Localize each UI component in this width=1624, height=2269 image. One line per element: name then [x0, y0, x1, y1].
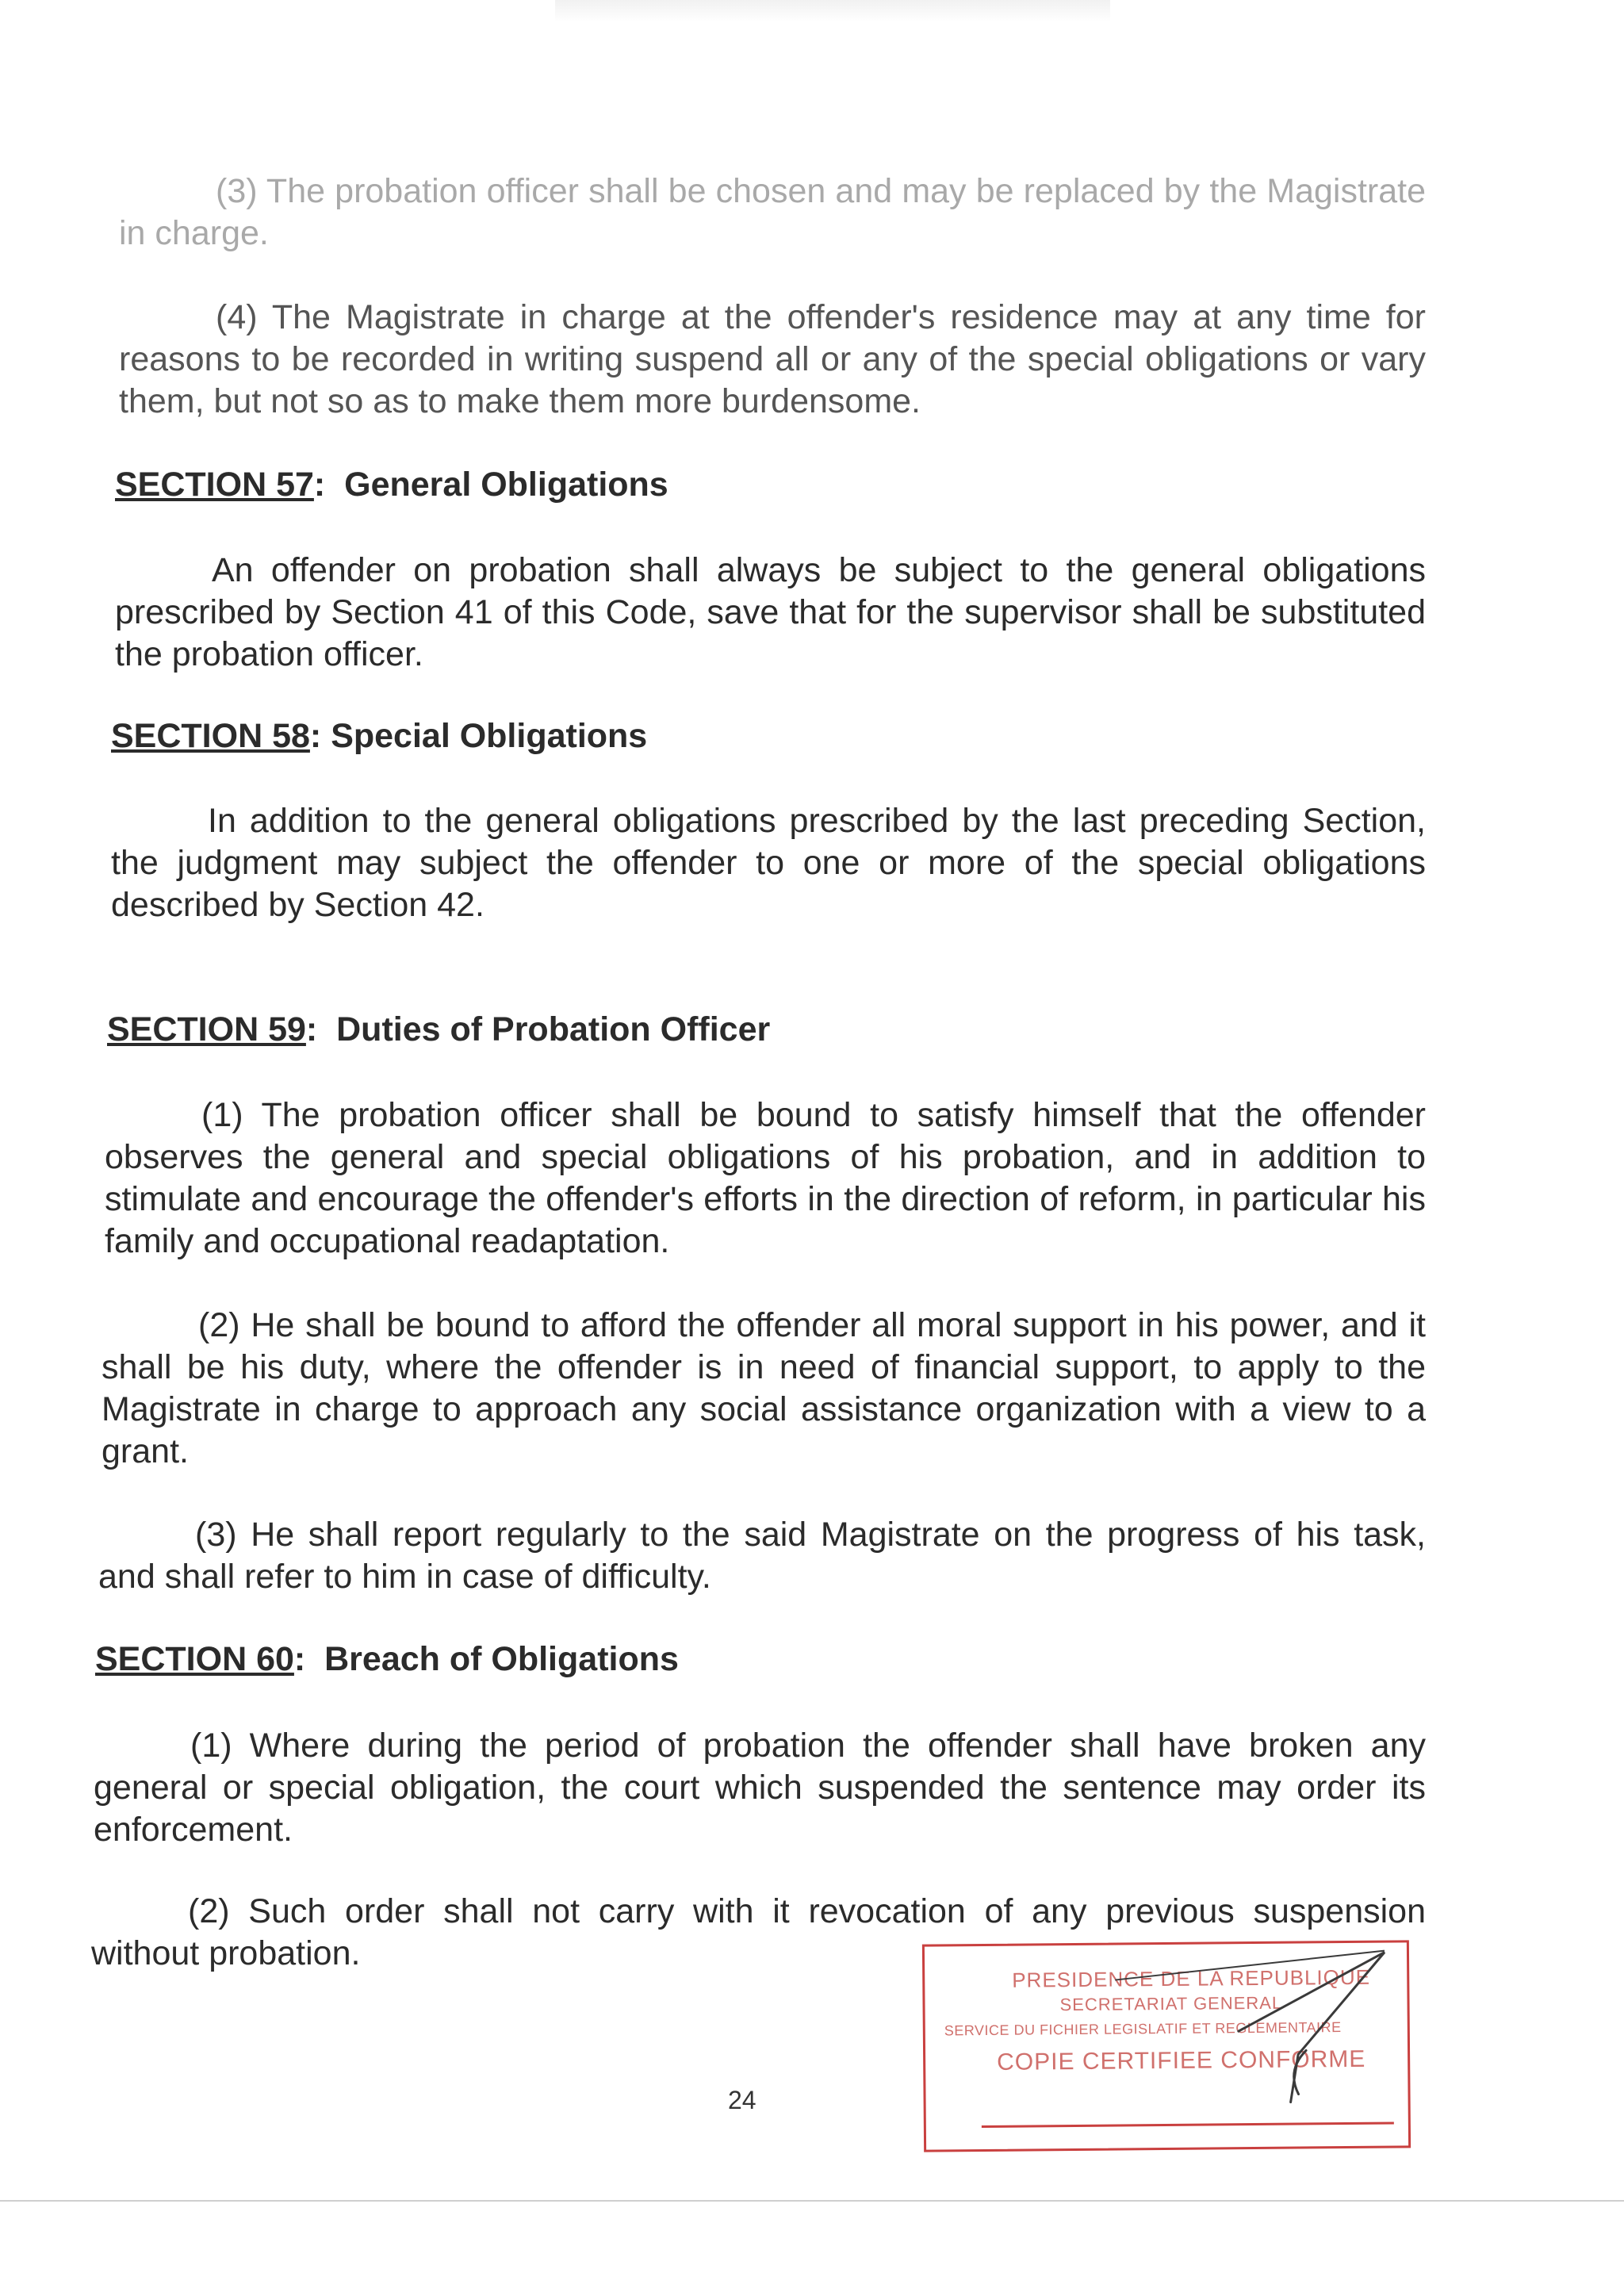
- stamp-line-secretariat: SECRETARIAT GENERAL: [1059, 1992, 1283, 2015]
- section-title: General Obligations: [344, 466, 668, 504]
- section-title: Special Obligations: [331, 717, 648, 755]
- paragraph-text: (3) The probation officer shall be chosen and may be replaced by the Magistrate in charge.: [119, 172, 1426, 252]
- section-57-heading: SECTION 57: General Obligations: [115, 466, 668, 504]
- paragraph-text: (1) The probation officer shall be bound to satisfy himself that the offender observes the general and special obligations of his probation, and in addition to stimulate and encourage the offender's efforts in the direction of reform, in particular his family and occupational readaptation.: [105, 1096, 1426, 1260]
- page-number: 24: [728, 2086, 756, 2114]
- paragraph-text: An offender on probation shall always be subject to the general obligations prescribed by Section 41 of this Code, save that for the supervisor shall be substituted the probation officer.: [115, 551, 1426, 673]
- signature-mark: [925, 1942, 1413, 2154]
- scan-shadow: [555, 0, 1110, 22]
- paragraph-56-4: [119, 297, 1426, 423]
- section-57-body: [115, 550, 1426, 676]
- section-60-heading: SECTION 60: Breach of Obligations: [95, 1640, 679, 1678]
- section-title: Breach of Obligations: [324, 1640, 679, 1678]
- paragraph-text: (3) He shall report regularly to the said Magistrate on the progress of his task, and shall refer to him in case of difficulty.: [98, 1516, 1426, 1596]
- section-title: Duties of Probation Officer: [336, 1010, 771, 1048]
- stamp-line-copie: COPIE CERTIFIEE CONFORME: [997, 2045, 1366, 2075]
- section-59-p1: [105, 1094, 1426, 1263]
- paragraph-56-3: [119, 171, 1426, 255]
- stamp-line-presidence: PRESIDENCE DE LA REPUBLIQUE: [1012, 1964, 1371, 1992]
- section-number: SECTION 59: [107, 1010, 306, 1048]
- section-58-body: [111, 800, 1426, 926]
- section-number: SECTION 57: [115, 466, 314, 504]
- paragraph-text: In addition to the general obligations prescribed by the last preceding Section, the judgment may subject the offender to one or more of the special obligations described by Section 42.: [111, 802, 1426, 924]
- stamp-line-service: SERVICE DU FICHIER LEGISLATIF ET REGLEMENTAIRE: [944, 2019, 1342, 2039]
- paragraph-text: (2) He shall be bound to afford the offender all moral support in his power, and it shall be his duty, where the offender is in need of financial support, to apply to the Magistrate in charge to approach any social assistance organization with a view to a grant.: [102, 1306, 1426, 1470]
- section-number: SECTION 60: [95, 1640, 294, 1678]
- section-58-heading: SECTION 58: Special Obligations: [111, 717, 648, 755]
- certification-stamp: [922, 1940, 1411, 2152]
- paragraph-text: (2) Such order shall not carry with it revocation of any previous suspension without probation.: [91, 1892, 1426, 1972]
- section-59-p3: [98, 1514, 1426, 1598]
- paragraph-text: (4) The Magistrate in charge at the offender's residence may at any time for reasons to be recorded in writing suspend all or any of the special obligations or vary them, but not so as to make them more burdensome.: [119, 298, 1426, 420]
- section-59-p2: [102, 1305, 1426, 1473]
- section-number: SECTION 58: [111, 717, 310, 755]
- bottom-rule: [0, 2200, 1624, 2202]
- paragraph-text: (1) Where during the period of probation the offender shall have broken any general or special obligation, the court which suspended the sentence may order its enforcement.: [94, 1727, 1426, 1849]
- section-59-heading: SECTION 59: Duties of Probation Officer: [107, 1010, 771, 1048]
- section-60-p1: [94, 1725, 1426, 1851]
